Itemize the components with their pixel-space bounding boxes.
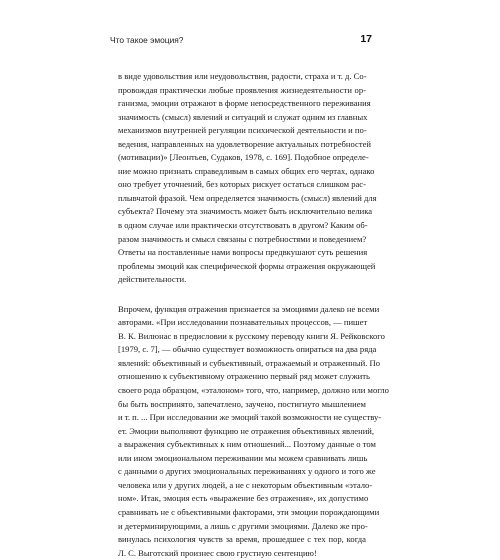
- text-line: ние можно признать справедливым в самых общих его чертах, однако: [118, 165, 375, 176]
- running-header: [110, 33, 372, 49]
- text-line: отношению к субъективному отражению первый ряд может служить: [118, 371, 370, 382]
- text-line: разом значимость и смысл связаны с потребностями и поведением?: [118, 233, 367, 244]
- text-line: ведения, направленных на удовлетворение актуальных потребностей: [118, 138, 372, 149]
- text-line: (мотивации)» [Леонтьев, Судаков, 1978, с. 169]. Подобное определе-: [118, 152, 369, 163]
- text-line: провождая практически любые проявления жизнедеятельности ор-: [118, 84, 366, 95]
- text-line: действительности.: [118, 274, 187, 285]
- text-line: и детерминирующими, а лишь с другими эмоциями. Далеко же про-: [118, 520, 368, 531]
- text-line: Л. С. Выготский произнес свою грустную сентенцию!: [118, 547, 317, 558]
- text-line: сравнивать не с объективными факторами, эти эмоции порождающими: [118, 506, 380, 517]
- text-line: и т. п. ... При исследовании же эмоций такой возможности не существу-: [118, 412, 382, 423]
- text-line: а выражения субъективных к ним отношений... Поэтому данные о том: [118, 439, 376, 450]
- text-line: ном». Итак, эмоция есть «выражение без отражения», их допустимо: [118, 493, 369, 504]
- text-line: проблемы эмоций как специфической формы отражения окружающей: [118, 260, 376, 271]
- text-line: бы быть воспринято, запечатлено, заучено, постигнуто мышлением: [118, 398, 366, 409]
- paragraph: [118, 303, 389, 560]
- text-line: ет. Эмоции выполняют функцию не отражения объективных явлений,: [118, 425, 375, 436]
- text-line: Ответы на поставленные нами вопросы предвкушают суть решения: [118, 247, 368, 258]
- text-line: Впрочем, функция отражения признается за эмоциями далеко не всеми: [118, 303, 380, 314]
- text-line: с данными о других эмоциональных переживаниях у одного и того же: [118, 466, 376, 477]
- page-number: 17: [360, 33, 372, 45]
- paragraph-gap: [118, 287, 366, 303]
- paragraph: [118, 70, 377, 287]
- text-line: авторами. «При исследовании познавательных процессов, — пишет: [118, 317, 368, 328]
- text-line: В. К. Вилюнас в предисловии к русскому переводу книги Я. Рейковского: [118, 330, 385, 341]
- text-line: винулась психология чувств за время, прошедшее с тех пор, когда: [118, 534, 366, 545]
- text-line: субъекта? Почему эта значимость может быть исключительно велика: [118, 206, 373, 217]
- text-line: плывчатой фразой. Чем определяется значимость (смысл) явлений для: [118, 192, 377, 203]
- text-line: в виде удовольствия или неудовольствия, радости, страха и т. д. Со-: [118, 71, 367, 81]
- text-line: человека или у других людей, а не с некоторым объективным «этало-: [118, 479, 373, 490]
- text-line: оно требует уточнений, без которых рискует остаться слишком рас-: [118, 179, 366, 190]
- body-text: [118, 70, 389, 560]
- text-line: или ином эмоциональном переживании мы можем сравнивать лишь: [118, 452, 368, 463]
- text-line: значимость (смысл) явлений и ситуаций и служат одним из главных: [118, 111, 368, 122]
- text-line: своего рода образцом, «эталоном» того, что, например, должно или могло: [118, 385, 389, 396]
- text-line: [1979, с. 7], — обычно существует возможность опираться на два ряда: [118, 344, 377, 355]
- text-line: механизмов внутренней регуляции психической деятельности и по-: [118, 125, 367, 136]
- text-line: в одном случае или практически отсутствовать в другом? Каким об-: [118, 220, 368, 231]
- text-line: ганизма, эмоции отражают в форме непосредственного переживания: [118, 98, 371, 109]
- running-title: Что такое эмоция?: [110, 35, 184, 45]
- text-line: явлений: объективный и субъективный, отражаемый и отраженный. По: [118, 357, 381, 368]
